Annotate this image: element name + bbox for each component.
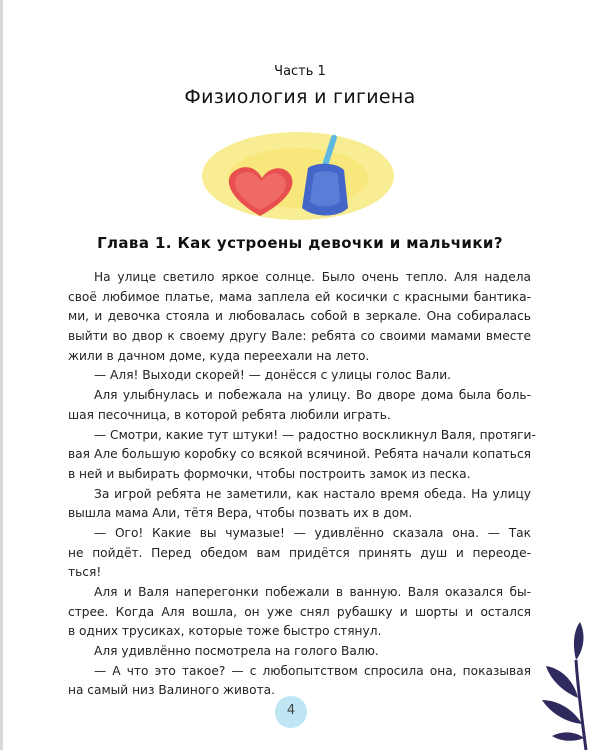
text-line: не пойдёт. Перед обедом вам придётся принять душ и переоде- (68, 545, 531, 560)
text-line: — Смотри, какие тут штуки! — радостно воскликнул Валя, протяги- (94, 427, 536, 442)
text-line: На улице светило яркое солнце. Было очень тепло. Аля надела (94, 270, 531, 284)
text-line: вышла мама Али, тётя Вера, чтобы позвать их в дом. (68, 506, 413, 521)
text-line: ми, и девочка стояла и любовалась собой в зеркале. Она собиралась (68, 309, 531, 324)
text-line: своё любимое платье, мама заплела ей косички с красными бантика- (68, 289, 531, 304)
page-edge (0, 0, 3, 750)
text-line: Аля улыбнулась и побежала на улицу. Во дворе дома была боль- (94, 388, 531, 403)
text-line: За игрой ребята не заметили, как настало время обеда. На улицу (94, 486, 531, 501)
text-line: жили в дачном доме, куда переехали на лето. (68, 348, 370, 363)
leaf-decoration-icon (516, 620, 600, 750)
text-line: шая песочница, в которой ребята любили играть. (68, 407, 391, 422)
chapter-illustration (198, 128, 398, 228)
text-line: — Аля! Выходи скорей! — донёсся с улицы голос Вали. (94, 368, 451, 383)
page-number-badge (273, 694, 309, 730)
text-line: на самый низ Валиного живота. (68, 683, 276, 698)
text-line: в ней и выбирать формочки, чтобы построить замок из песка. (68, 466, 471, 481)
text-line: в одних трусиках, которые тоже быстро стянул. (68, 624, 382, 639)
text-line: вая Але большую коробку со всякой всячиной. Ребята начали копаться (68, 447, 531, 462)
text-line: Аля и Валя наперегонки побежали в ванную. Валя оказался бы- (94, 585, 531, 599)
chapter-body-text (68, 268, 536, 701)
text-line: стрее. Когда Аля вошла, он уже снял рубашку и шорты и остался (68, 604, 531, 619)
page-number: 4 (286, 703, 296, 718)
chapter-title: Глава 1. Как устроены девочки и мальчики? (97, 234, 503, 252)
part-label: Часть 1 (274, 64, 326, 79)
text-line: — Ого! Какие вы чумазые! — удивлённо сказала она. — Так (94, 525, 531, 540)
text-line: ться! (68, 565, 102, 580)
part-title: Физиология и гигиена (184, 86, 416, 108)
text-line: выйти во двор к своему другу Вале: ребята со своими мамами вместе (68, 329, 531, 344)
text-line: — А что это такое? — с любопытством спросила она, показывая (94, 663, 531, 678)
text-line: Аля удивлённо посмотрела на голого Валю. (94, 644, 379, 659)
